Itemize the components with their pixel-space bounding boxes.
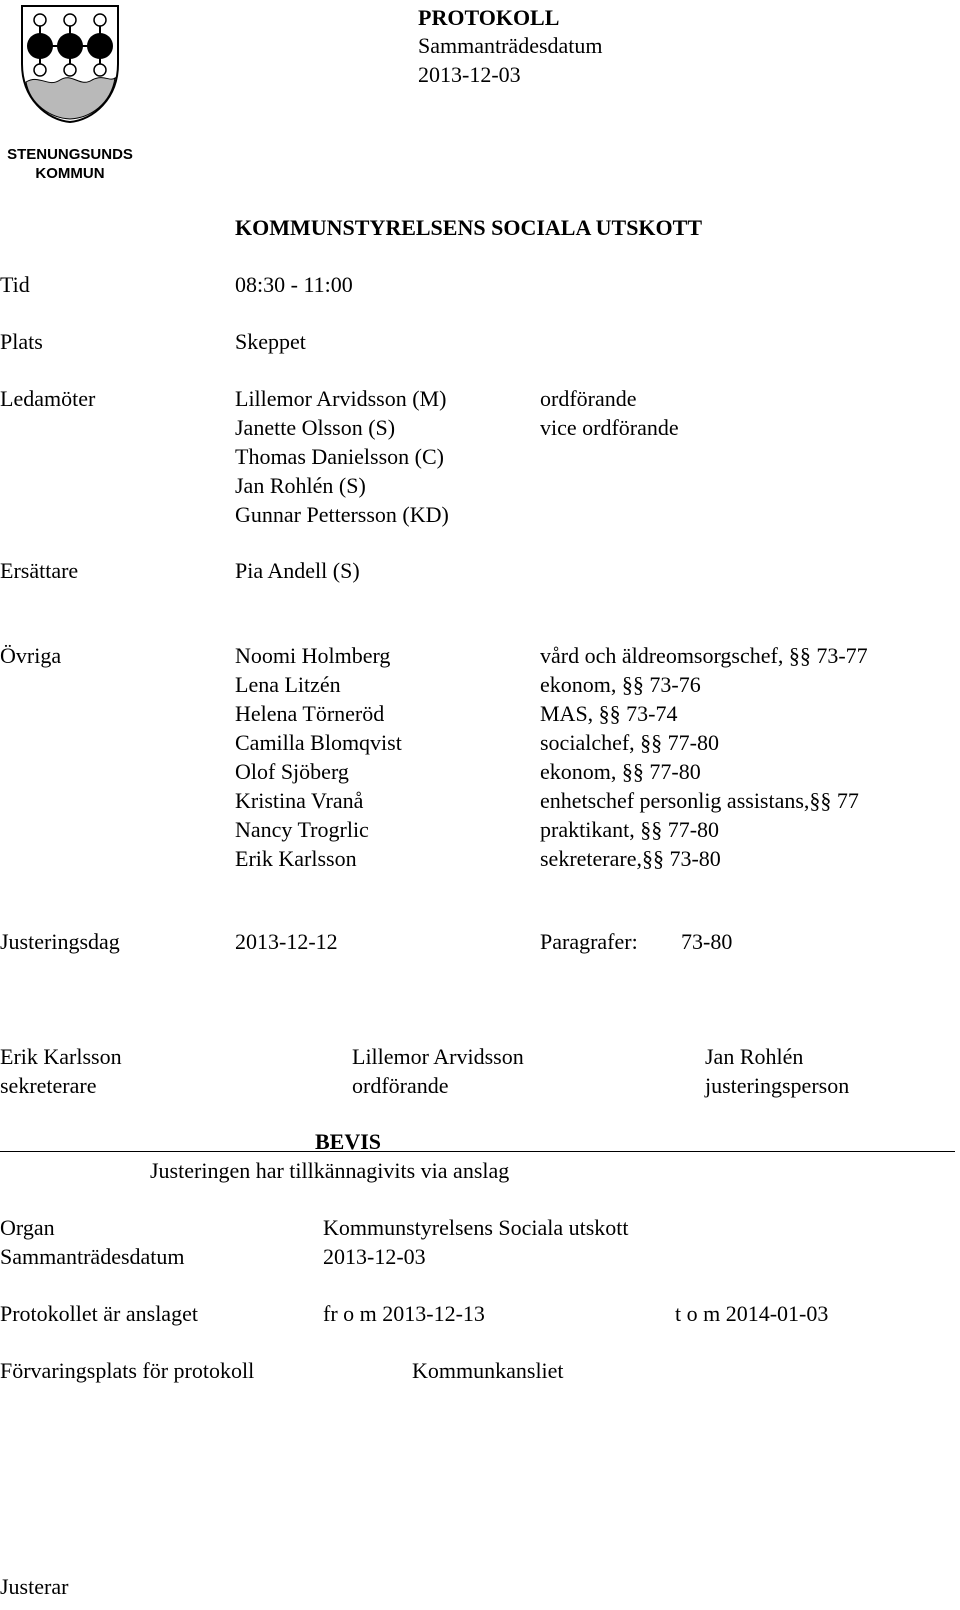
member-role: ordförande	[540, 386, 637, 411]
municipality-name	[0, 145, 140, 183]
signature-role: justeringsperson	[705, 1073, 850, 1098]
ovriga-names	[235, 641, 402, 873]
ledamoter-roles	[540, 384, 679, 442]
organ-label: Organ	[0, 1215, 55, 1240]
anslaget-label: Protokollet är anslaget	[0, 1301, 198, 1326]
attendee-name: Helena Törneröd	[235, 701, 385, 726]
plats-value: Skeppet	[235, 329, 306, 354]
bevis-subtitle: Justeringen har tillkännagivits via anslag	[150, 1158, 510, 1183]
attendee-role: socialchef, §§ 77-80	[540, 730, 719, 755]
attendee-role: sekreterare,§§ 73-80	[540, 846, 721, 871]
bevis-values	[323, 1213, 629, 1271]
section-divider	[0, 1151, 955, 1152]
bevis-labels	[0, 1213, 185, 1271]
municipality-name-line1: STENUNGSUNDS	[7, 146, 133, 163]
tid-label: Tid	[0, 272, 30, 297]
attendee-role: praktikant, §§ 77-80	[540, 817, 720, 842]
bevis-title: BEVIS	[315, 1129, 382, 1154]
anslaget-to: t o m 2014-01-03	[675, 1301, 829, 1326]
paragrafer-value: 73-80	[681, 929, 733, 954]
signature-name: Jan Rohlén	[705, 1044, 804, 1069]
member-name: Jan Rohlén (S)	[235, 473, 366, 498]
forvaring-value: Kommunkansliet	[412, 1358, 564, 1383]
signature-role: sekreterare	[0, 1073, 97, 1098]
attendee-role: ekonom, §§ 77-80	[540, 759, 701, 784]
attendee-role: ekonom, §§ 73-76	[540, 672, 701, 697]
anslaget-from: fr o m 2013-12-13	[323, 1301, 485, 1326]
justeringsdag-value: 2013-12-12	[235, 929, 338, 954]
signature-secretary	[0, 1042, 122, 1100]
ersattare-value: Pia Andell (S)	[235, 558, 360, 583]
tid-value: 08:30 - 11:00	[235, 272, 353, 297]
forvaring-label: Förvaringsplats för protokoll	[0, 1358, 255, 1383]
member-name: Janette Olsson (S)	[235, 415, 396, 440]
organ-value: Kommunstyrelsens Sociala utskott	[323, 1215, 629, 1240]
signature-adjuster	[705, 1042, 849, 1100]
ersattare-label: Ersättare	[0, 558, 79, 583]
signature-name: Lillemor Arvidsson	[352, 1044, 524, 1069]
meeting-date-label: Sammanträdesdatum	[418, 33, 603, 58]
municipality-name-line2: KOMMUN	[35, 165, 105, 182]
justeringsdag-label: Justeringsdag	[0, 929, 120, 954]
member-role: vice ordförande	[540, 415, 679, 440]
attendee-name: Camilla Blomqvist	[235, 730, 402, 755]
attendee-name: Kristina Vranå	[235, 788, 364, 813]
attendee-name: Nancy Trogrlic	[235, 817, 369, 842]
attendee-name: Olof Sjöberg	[235, 759, 349, 784]
attendee-role: enhetschef personlig assistans,§§ 77	[540, 788, 859, 813]
bevis-date-label: Sammanträdesdatum	[0, 1244, 185, 1269]
member-name: Thomas Danielsson (C)	[235, 444, 444, 469]
paragrafer-label: Paragrafer:	[540, 929, 638, 954]
plats-label: Plats	[0, 329, 43, 354]
committee-title: KOMMUNSTYRELSENS SOCIALA UTSKOTT	[235, 215, 702, 240]
attendee-name: Lena Litzén	[235, 672, 341, 697]
coat-of-arms-logo	[18, 4, 122, 124]
coat-of-arms-icon	[18, 4, 122, 124]
signature-role: ordförande	[352, 1073, 449, 1098]
document-type: PROTOKOLL	[418, 5, 560, 30]
member-name: Gunnar Pettersson (KD)	[235, 502, 449, 527]
signature-chair	[352, 1042, 524, 1100]
meeting-date: 2013-12-03	[418, 62, 521, 87]
attendee-role: vård och äldreomsorgschef, §§ 73-77	[540, 643, 868, 668]
ovriga-label: Övriga	[0, 643, 62, 668]
ovriga-roles	[540, 641, 868, 873]
attendee-name: Erik Karlsson	[235, 846, 357, 871]
signature-name: Erik Karlsson	[0, 1044, 122, 1069]
ledamoter-label: Ledamöter	[0, 386, 96, 411]
bevis-date-value: 2013-12-03	[323, 1244, 426, 1269]
attendee-name: Noomi Holmberg	[235, 643, 391, 668]
attendee-role: MAS, §§ 73-74	[540, 701, 678, 726]
member-name: Lillemor Arvidsson (M)	[235, 386, 447, 411]
justerar-label: Justerar	[0, 1574, 69, 1599]
ledamoter-names	[235, 384, 449, 529]
